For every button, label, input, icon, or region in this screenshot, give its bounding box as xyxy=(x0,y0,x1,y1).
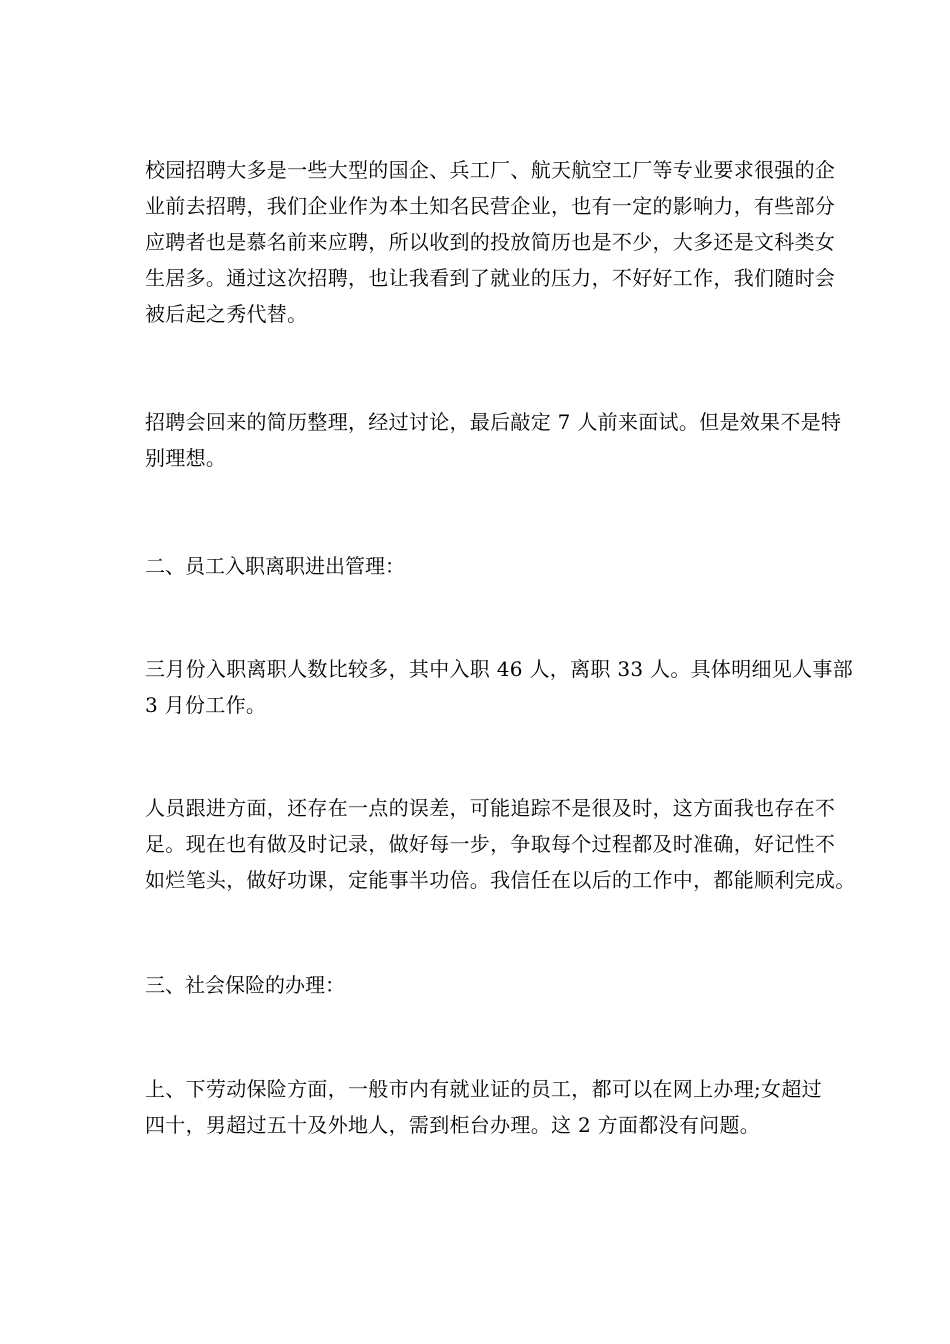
section-heading-onboarding: 二、员工入职离职进出管理： xyxy=(145,554,405,578)
paragraph-march-staffing xyxy=(145,651,854,723)
paragraph-line: 上、下劳动保险方面，一般市内有就业证的员工，都可以在网上办理;女超过 xyxy=(145,1077,822,1101)
paragraph-line: 生居多。通过这次招聘，也让我看到了就业的压力，不好好工作，我们随时会 xyxy=(145,266,836,290)
paragraph-campus-recruitment xyxy=(145,152,836,332)
paragraph-line: 如烂笔头，做好功课，定能事半功倍。我信任在以后的工作中，都能顺利完成。 xyxy=(145,868,856,892)
paragraph-line: 三月份入职离职人数比较多，其中入职 46 人，离职 33 人。具体明细见人事部 xyxy=(145,657,854,681)
paragraph-line: 应聘者也是慕名前来应聘，所以收到的投放简历也是不少，大多还是文科类女 xyxy=(145,230,836,254)
paragraph-line: 被后起之秀代替。 xyxy=(145,302,308,326)
section-heading-social-insurance: 三、社会保险的办理： xyxy=(145,973,345,997)
paragraph-follow-up xyxy=(145,790,856,898)
paragraph-line: 别理想。 xyxy=(145,446,227,470)
paragraph-resume-screening xyxy=(145,404,842,476)
paragraph-line: 四十，男超过五十及外地人，需到柜台办理。这 2 方面都没有问题。 xyxy=(145,1113,761,1137)
paragraph-line: 招聘会回来的简历整理，经过讨论，最后敲定 7 人前来面试。但是效果不是特 xyxy=(145,410,842,434)
paragraph-line: 人员跟进方面，还存在一点的误差，可能追踪不是很及时，这方面我也存在不 xyxy=(145,796,836,820)
paragraph-line: 足。现在也有做及时记录，做好每一步，争取每个过程都及时准确，好记性不 xyxy=(145,832,836,856)
paragraph-line: 校园招聘大多是一些大型的国企、兵工厂、航天航空工厂等专业要求很强的企 xyxy=(145,158,836,182)
paragraph-line: 业前去招聘，我们企业作为本土知名民营企业，也有一定的影响力，有些部分 xyxy=(145,194,836,218)
paragraph-line: 3 月份工作。 xyxy=(145,693,267,717)
paragraph-labor-insurance xyxy=(145,1071,822,1143)
